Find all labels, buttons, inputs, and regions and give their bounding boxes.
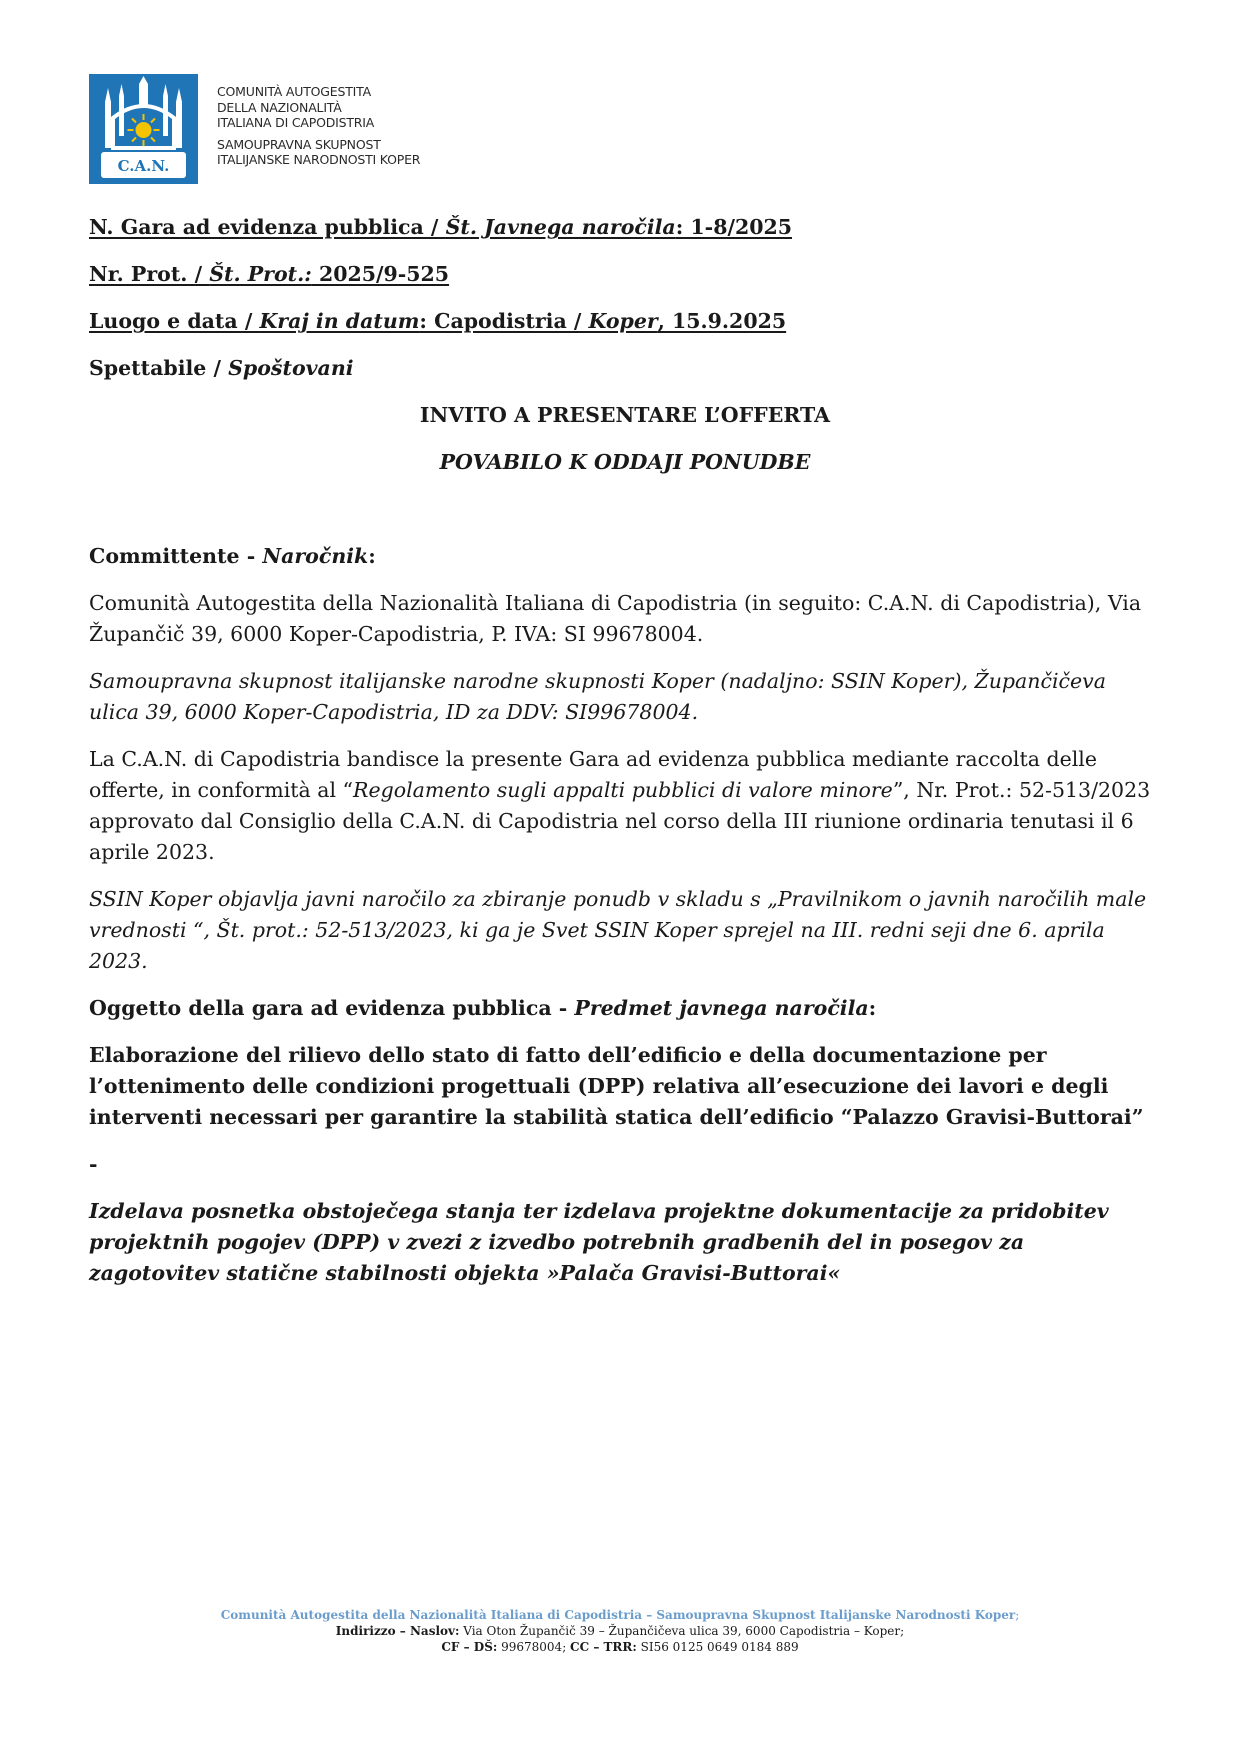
client-label-si: Naročnik xyxy=(262,544,369,568)
subject-description-si: Izdelava posnetka obstoječega stanja ter izdelava projektne dokumentacije za pridobitev projektnih pogojev (DPP) v zvezi z izvedbo potrebnih gradbenih del in posegov za zagotovitev statične stabilnosti objekta »Palača Gravisi-Buttorai« xyxy=(89,1199,1109,1285)
tender-number-label-si: Št. Javnega naročila xyxy=(445,215,676,239)
protocol-label-si: Št. Prot.: xyxy=(209,262,312,286)
client-heading xyxy=(89,541,1161,572)
logo-line-it-3: ITALIANA DI CAPODISTRIA xyxy=(217,115,375,130)
logo-badge-text: C.A.N. xyxy=(117,157,170,175)
place-date-label-si: Kraj in datum xyxy=(259,309,420,333)
regulation-paragraph-it xyxy=(89,744,1161,868)
footer-cf-value: 99678004; xyxy=(497,1640,571,1654)
client-description-it: Comunità Autogestita della Nazionalità Italiana di Capodistria (in seguito: C.A.N. di Capodistria), Via Župančič 39, 6000 Koper-Capodistria, P. IVA: SI 99678004. xyxy=(89,591,1142,646)
page-footer xyxy=(0,1607,1240,1655)
salutation-si: Spoštovani xyxy=(228,356,354,380)
client-label-colon: : xyxy=(368,544,376,568)
regulation-paragraph-si: SSIN Koper objavlja javni naročilo za zbiranje ponudb v skladu s „Pravilnikom o javnih naročilih male vrednosti “, Št. prot.: 52-513/2023, ki ga je Svet SSIN Koper sprejel na III. redni seji dne 6. aprila 2023. xyxy=(89,887,1147,973)
place-si: Koper xyxy=(588,309,658,333)
tender-number-value: : 1-8/2025 xyxy=(675,215,793,239)
document-body xyxy=(89,212,1161,1289)
document-title-it: INVITO A PRESENTARE L’OFFERTA xyxy=(419,403,831,427)
client-description-si: Samoupravna skupnost italijanske narodne skupnosti Koper (nadaljno: SSIN Koper), Župančičeva ulica 39, 6000 Koper-Capodistria, ID za DDV: SI99678004. xyxy=(89,669,1106,724)
document-title-si: POVABILO K ODDAJI PONUDBE xyxy=(439,450,811,474)
logo-line-si-1: SAMOUPRAVNA SKUPNOST xyxy=(217,136,381,152)
place-date-label-it: Luogo e data / xyxy=(89,309,260,333)
subject-heading xyxy=(89,993,1161,1024)
subject-label-si: Predmet javnega naročila xyxy=(574,996,869,1020)
subject-description-it: Elaborazione del rilievo dello stato di fatto dell’edificio e della documentazione per l’ottenimento delle condizioni progettuali (DPP) relativa all’esecuzione dei lavori e degli interventi necessari per garantire la stabilità statica dell’edificio “Palazzo Gravisi-Buttorai” xyxy=(89,1043,1144,1129)
footer-address-value: Via Oton Župančič 39 – Župančičeva ulica 39, 6000 Capodistria – Koper; xyxy=(459,1624,905,1638)
subject-label-colon: : xyxy=(868,996,877,1020)
regulation-it-title: Regolamento sugli appalti pubblici di valore minore xyxy=(353,778,893,802)
place-it: : Capodistria / xyxy=(419,309,589,333)
footer-cc-value: SI56 0125 0649 0184 889 xyxy=(636,1640,799,1654)
organization-logo xyxy=(89,74,459,184)
footer-organization xyxy=(0,1607,1240,1623)
client-label-it: Committente - xyxy=(89,544,263,568)
footer-cf-label: CF – DŠ: xyxy=(441,1640,498,1654)
place-and-date xyxy=(89,306,1161,337)
subject-separator: - xyxy=(89,1152,98,1176)
tender-number-label-it: N. Gara ad evidenza pubblica / xyxy=(89,215,446,239)
footer-organization-name: Comunità Autogestita della Nazionalità Italiana di Capodistria – Samoupravna Skupnost Italijanske Narodnosti Koper xyxy=(220,1608,1016,1622)
footer-organization-end: ; xyxy=(1015,1608,1020,1622)
logo-text xyxy=(217,84,420,168)
logo-line-it-1: COMUNITÀ AUTOGESTITA xyxy=(217,84,371,99)
logo-line-it-2: DELLA NAZIONALITÀ xyxy=(217,99,342,115)
footer-codes xyxy=(0,1639,1240,1655)
can-emblem xyxy=(89,74,198,184)
protocol-value: 2025/9-525 xyxy=(311,262,450,286)
subject-label-it: Oggetto della gara ad evidenza pubblica - xyxy=(89,996,575,1020)
footer-cc-label: CC – TRR: xyxy=(570,1640,637,1654)
regulation-it-pre: La C.A.N. di Capodistria bandisce la presente Gara ad evidenza pubblica mediante raccolta delle offerte, in conformità al “ xyxy=(89,747,1097,802)
regulation-it-post: ”, Nr. Prot.: 52-513/2023 approvato dal Consiglio della C.A.N. di Capodistria nel corso della III riunione ordinaria tenutasi il 6 aprile 2023. xyxy=(89,778,1151,864)
salutation-it: Spettabile / xyxy=(89,356,229,380)
tender-number xyxy=(89,212,1161,243)
date-value: , 15.9.2025 xyxy=(657,309,787,333)
footer-address xyxy=(0,1623,1240,1639)
protocol-label-it: Nr. Prot. / xyxy=(89,262,210,286)
salutation xyxy=(89,353,1161,384)
logo-line-si-2: ITALIJANSKE NARODNOSTI KOPER xyxy=(217,152,421,167)
protocol-number xyxy=(89,259,1161,290)
footer-address-label: Indirizzo – Naslov: xyxy=(335,1624,460,1638)
